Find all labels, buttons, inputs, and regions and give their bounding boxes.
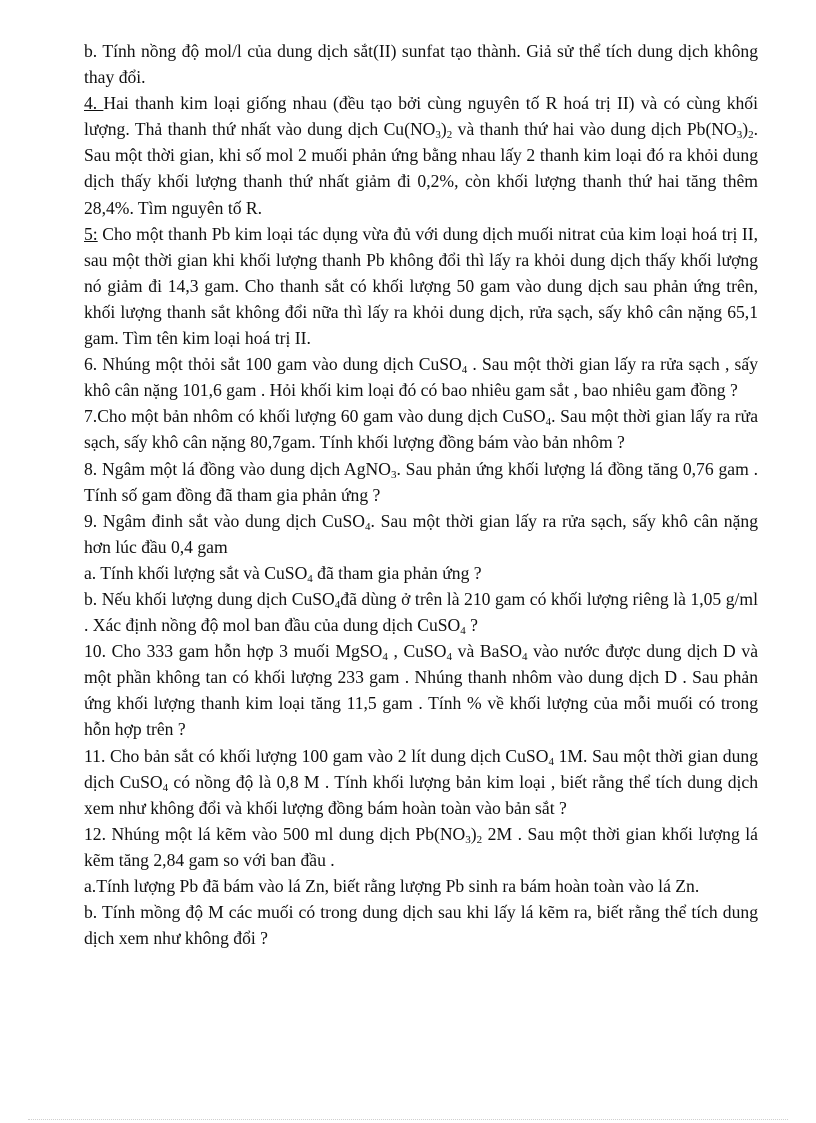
exercise-paragraph bbox=[84, 586, 758, 638]
exercise-paragraph bbox=[84, 899, 758, 951]
text-run: . Sau phản ứng khối lượng lá đồng tăng 0,76 gam . Tính số gam đồng đã tham gia phản ứng ? bbox=[84, 458, 758, 505]
text-run: a. Tính khối lượng sắt và CuSO bbox=[84, 562, 308, 583]
text-run: . Sau một thời gian, khi số mol 2 muối phản ứng bằng nhau lấy 2 thanh kim loại đó ra khỏi dung dịch thấy khối lượng thanh thứ nhất giảm đi 0,2%, còn khối lượng thanh thứ hai tăng thêm 28,4%. Tìm nguyên tố R. bbox=[84, 119, 758, 218]
subscript: 4 bbox=[446, 651, 453, 664]
text-run: ? bbox=[465, 615, 478, 636]
subscript: 4 bbox=[365, 520, 371, 533]
text-run: b. Tính mồng độ M các muối có trong dung dịch sau khi lấy lá kẽm ra, biết rằng thể tích dung dịch xem như không đổi ? bbox=[84, 902, 758, 949]
exercise-paragraph bbox=[84, 743, 758, 821]
text-run: ) bbox=[440, 119, 447, 140]
text-run: a.Tính lượng Pb đã bám vào lá Zn, biết rằng lượng Pb sinh ra bám hoàn toàn vào lá Zn. bbox=[84, 876, 700, 896]
text-run: ) bbox=[470, 823, 477, 844]
text-run: vào nước được dung dịch D và một phần không tan có khối lượng 233 gam . Nhúng thanh nhôm vào dung dịch D . Sau phản ứng khối lượng thanh kim loại tăng 11,5 gam . Tính % về khối lượng của mỗi muối có trong hỗn hợp trên ? bbox=[84, 641, 759, 740]
subscript: 3 bbox=[736, 129, 743, 142]
page-bottom-divider bbox=[28, 1119, 788, 1120]
text-run: đã tham gia phản ứng ? bbox=[312, 562, 482, 583]
exercise-paragraph bbox=[84, 560, 758, 586]
subscript: 2 bbox=[748, 129, 754, 142]
text-run: b. Tính nồng độ mol/l của dung dịch sắt(II) sunfat tạo thành. Giả sử thể tích dung dịch không thay đổi. bbox=[84, 41, 758, 88]
exercise-number: 4. bbox=[84, 93, 104, 114]
subscript: 4 bbox=[334, 598, 341, 611]
exercise-paragraph bbox=[84, 508, 758, 560]
text-run: có nồng độ là 0,8 M . Tính khối lượng bản kim loại , biết rằng thể tích dung dịch xem như không đổi và khối lượng đồng bám hoàn toàn vào bản sắt ? bbox=[84, 771, 758, 818]
subscript: 3 bbox=[435, 129, 441, 142]
subscript: 2 bbox=[446, 129, 453, 142]
text-run: 1M. Sau một thời gian dung dịch CuSO bbox=[84, 745, 758, 792]
text-run: 6. Nhúng một thỏi sắt 100 gam vào dung dịch CuSO bbox=[84, 354, 462, 375]
subscript: 4 bbox=[382, 651, 388, 664]
text-run: . Sau một thời gian lấy ra rửa sạch, sấy khô cân nặng hơn lúc đầu 0,4 gam bbox=[84, 510, 758, 557]
subscript: 3 bbox=[465, 833, 471, 846]
text-run: 11. Cho bản sắt có khối lượng 100 gam vào 2 lít dung dịch CuSO bbox=[84, 745, 549, 766]
text-run: 8. Ngâm một lá đồng vào dung dịch AgNO bbox=[84, 458, 391, 479]
exercise-paragraph bbox=[84, 90, 758, 220]
text-run: và thanh thứ hai vào dung dịch Pb(NO bbox=[452, 119, 737, 140]
exercise-paragraph bbox=[84, 38, 758, 90]
exercise-paragraph bbox=[84, 456, 758, 508]
exercise-paragraph bbox=[84, 873, 758, 899]
exercise-paragraph bbox=[84, 821, 758, 873]
exercise-paragraph bbox=[84, 638, 758, 742]
text-run: 10. Cho 333 gam hỗn hợp 3 muối MgSO bbox=[84, 641, 383, 662]
text-run: 12. Nhúng một lá kẽm vào 500 ml dung dịch Pb(NO bbox=[84, 823, 466, 844]
subscript: 4 bbox=[460, 625, 466, 638]
subscript: 4 bbox=[548, 755, 554, 768]
subscript: 2 bbox=[476, 833, 483, 846]
subscript: 4 bbox=[545, 416, 552, 429]
text-run: . Sau một thời gian lấy ra rửa sạch, sấy khô cân nặng 80,7gam. Tính khối lượng đồng bám vào bản nhôm ? bbox=[84, 406, 758, 453]
text-run: đã dùng ở trên là 210 gam có khối lượng riêng là 1,05 g/ml . Xác định nồng độ mol ban đầu của dung dịch CuSO bbox=[84, 588, 759, 636]
exercise-paragraph bbox=[84, 221, 758, 351]
text-run: 9. Ngâm đinh sắt vào dung dịch CuSO bbox=[84, 510, 365, 531]
subscript: 4 bbox=[521, 651, 528, 664]
subscript: 4 bbox=[162, 781, 169, 794]
text-run: Cho một thanh Pb kim loại tác dụng vừa đủ với dung dịch muối nitrat của kim loại hoá trị II, sau một thời gian khi khối lượng thanh Pb không đổi thì lấy ra khỏi dung dịch thấy khối lượng nó giảm đi 14,3 gam. Cho thanh sắt có khối lượng 50 gam vào dung dịch sau phản ứng trên, khối lượng thanh sắt không đổi nữa thì lấy ra khỏi dung dịch, rửa sạch, sấy khô cân nặng 65,1 gam. Tìm tên kim loại hoá trị II. bbox=[84, 223, 758, 349]
text-run: ) bbox=[742, 119, 749, 140]
exercise-paragraph bbox=[84, 403, 758, 455]
text-run: 2M . Sau một thời gian khối lượng lá kẽm tăng 2,84 gam so với ban đầu . bbox=[84, 823, 758, 870]
subscript: 4 bbox=[461, 364, 468, 377]
subscript: 4 bbox=[307, 572, 313, 585]
text-run: Hai thanh kim loại giống nhau (đều tạo bởi cùng nguyên tố R hoá trị II) và có cùng khối lượng. Thả thanh thứ nhất vào dung dịch Cu(NO bbox=[84, 93, 758, 140]
text-run: và BaSO bbox=[452, 641, 522, 662]
text-run: b. Nếu khối lượng dung dịch CuSO bbox=[84, 588, 335, 609]
exercise-number: 5: bbox=[84, 223, 98, 244]
subscript: 3 bbox=[390, 468, 397, 481]
exercise-paragraph bbox=[84, 351, 758, 403]
document-page bbox=[84, 38, 758, 951]
text-run: 7.Cho một bản nhôm có khối lượng 60 gam vào dung dịch CuSO bbox=[84, 406, 546, 427]
text-run: , CuSO bbox=[387, 641, 447, 662]
text-run: . Sau một thời gian lấy ra rửa sạch , sấy khô cân nặng 101,6 gam . Hỏi khối kim loại đó có bao nhiêu gam sắt , bao nhiêu gam đồng ? bbox=[84, 354, 758, 401]
